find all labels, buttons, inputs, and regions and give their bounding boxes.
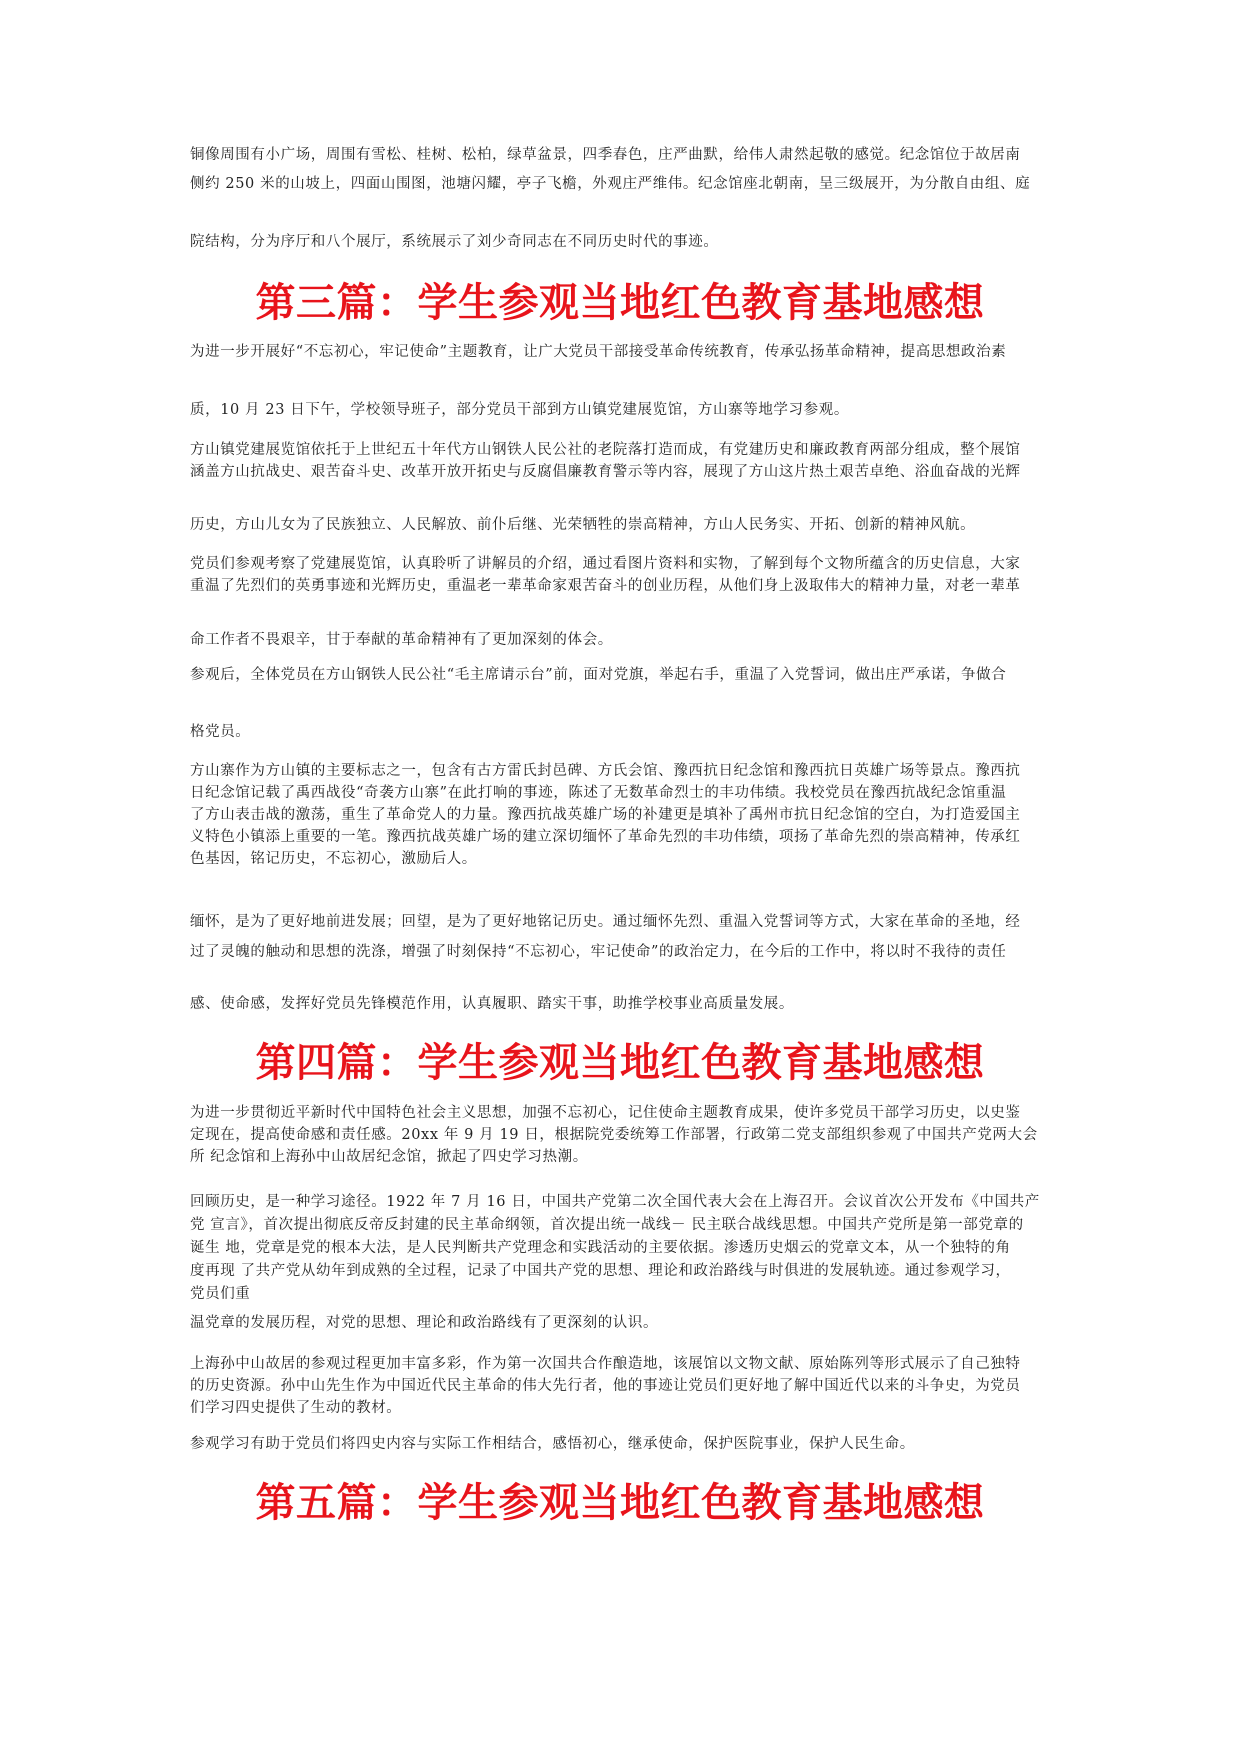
paragraph-remembrance: 缅怀，是为了更好地前进发展；回望，是为了更好地铭记历史。通过缅怀先烈、重温入党誓词等方式，大家在革命的圣地，经 过了灵魄的触动和思想的洗涤，增强了时刻保持“不忘初心，牢记使命”的政治定力，在今后的工作中，将以时不我待的责任 [190, 914, 1021, 960]
paragraph-visit-tail: 命工作者不畏艰辛，甘于奉献的革命精神有了更加深刻的体会。 [190, 632, 613, 648]
paragraph-history-review: 回顾历史，是一种学习途径。1922 年 7 月 16 日，中国共产党第二次全国代表大会在上海召开。会议首次公开发布《中国共产 党 宣言》，首次提出彻底反帝反封建的民主革命纲领，首次提出统一战线－ 民主联合战线思想。中国共产党所是第一部党章的 诞生 地，党章是党的根本大法，是人民判断共产党理念和实践活动的主要依据。渗透历史烟云的党章文本，从一个独特的角 度再现 了共产党从幼年到成熟的全过程，记录了中国共产党的思想、理论和政治路线与时俱进的发展轨迹。通过参观学习， 党员们重 [190, 1194, 1040, 1302]
heading-chapter-three: 第三篇：学生参观当地红色教育基地感想 [255, 280, 985, 326]
paragraph-conclusion: 参观学习有助于党员们将四史内容与实际工作相结合，感悟初心，继承使命，保护医院事业，保护人民生命。 [190, 1436, 915, 1452]
paragraph-fangshanzhai: 方山寨作为方山镇的主要标志之一，包含有古方雷氏封邑碑、方氏会馆、豫西抗日纪念馆和豫西抗日英雄广场等景点。豫西抗 日纪念馆记载了禹西战役“奇袭方山寨”在此打响的事迹，陈述了无数革命烈士的丰功伟绩。我校党员在豫西抗战纪念馆重温 了方山表击战的激荡，重生了革命党人的力量。豫西抗战英雄广场的补建更是填补了禹州市抗日纪念馆的空白，为打造爱国主 义特色小镇添上重要的一笔。豫西抗战英雄广场的建立深切缅怀了革命先烈的丰功伟绩，项扬了革命先烈的崇高精神，传承红 色基因，铭记历史，不忘初心，激励后人。 [190, 763, 1021, 867]
paragraph-sun-yatsen-residence: 上海孙中山故居的参观过程更加丰富多彩，作为第一次国共合作酿造地，该展馆以文物文献、原始陈列等形式展示了自己独特 的历史资源。孙中山先生作为中国近代民主革命的伟大先行者，他的事迹让党员们更好地了解中国近代以来的斗争史，为党员 们学习四史提供了生动的教材。 [190, 1356, 1021, 1416]
paragraph-memorial-hall-tail: 院结构，分为序厅和八个展厅，系统展示了刘少奇同志在不同历史时代的事迹。 [190, 234, 719, 250]
heading-chapter-four: 第四篇：学生参观当地红色教育基地感想 [255, 1040, 985, 1086]
paragraph-remembrance-tail: 感、使命感，发挥好党员先锋模范作用，认真履职、踏实干事，助推学校事业高质量发展。 [190, 996, 794, 1012]
paragraph-intro-three: 为进一步开展好“不忘初心，牢记使命”主题教育，让广大党员干部接受革命传统教育，传承弘扬革命精神，提高思想政治素 [190, 344, 1007, 360]
heading-chapter-five: 第五篇：学生参观当地红色教育基地感想 [255, 1480, 985, 1526]
paragraph-oath-tail: 格党员。 [190, 724, 251, 740]
paragraph-exhibition-hall: 方山镇党建展览馆依托于上世纪五十年代方山钢铁人民公社的老院落打造而成，有党建历史和廉政教育两部分组成，整个展馆 涵盖方山抗战史、艰苦奋斗史、改革开放开拓史与反腐倡廉教育警示等内容，展现了方山这片热土艰苦卓绝、浴血奋战的光辉 [190, 442, 1021, 480]
paragraph-intro-three-tail: 质，10 月 23 日下午，学校领导班子，部分党员干部到方山镇党建展览馆，方山寨等地学习参观。 [190, 402, 849, 418]
paragraph-memorial-hall: 铜像周围有小广场，周围有雪松、桂树、松柏，绿草盆景，四季春色，庄严曲默，给伟人肃然起敬的感觉。纪念馆位于故居南 侧约 250 米的山坡上，四面山围图，池塘闪耀，亭子飞檐，外观庄严维伟。纪念馆座北朝南，呈三级展开，为分散自由组、庭 [190, 147, 1031, 192]
paragraph-intro-four: 为进一步贯彻近平新时代中国特色社会主义思想，加强不忘初心，记住使命主题教育成果，使许多党员干部学习历史，以史鉴 定现在，提高使命感和责任感。20xx 年 9 月 19 日，根据院党委统筹工作部署，行政第二党支部组织参观了中国共产党两大会 所 纪念馆和上海孙中山故居纪念馆，掀起了四史学习热潮。 [190, 1105, 1038, 1165]
paragraph-visit: 党员们参观考察了党建展览馆，认真聆听了讲解员的介绍，通过看图片资料和实物，了解到每个文物所蕴含的历史信息，大家 重温了先烈们的英勇事迹和光辉历史，重温老一辈革命家艰苦奋斗的创业历程，从他们身上汲取伟大的精神力量，对老一辈革 [190, 556, 1021, 594]
paragraph-history-review-tail: 温党章的发展历程，对党的思想、理论和政治路线有了更深刻的认识。 [190, 1315, 659, 1331]
paragraph-exhibition-hall-tail: 历史，方山儿女为了民族独立、人民解放、前仆后继、光荣牺牲的崇高精神，方山人民务实、开拓、创新的精神风航。 [190, 517, 976, 533]
paragraph-oath: 参观后，全体党员在方山钢铁人民公社“毛主席请示台”前，面对党旗，举起右手，重温了入党誓词，做出庄严承诺，争做合 [190, 667, 1007, 683]
